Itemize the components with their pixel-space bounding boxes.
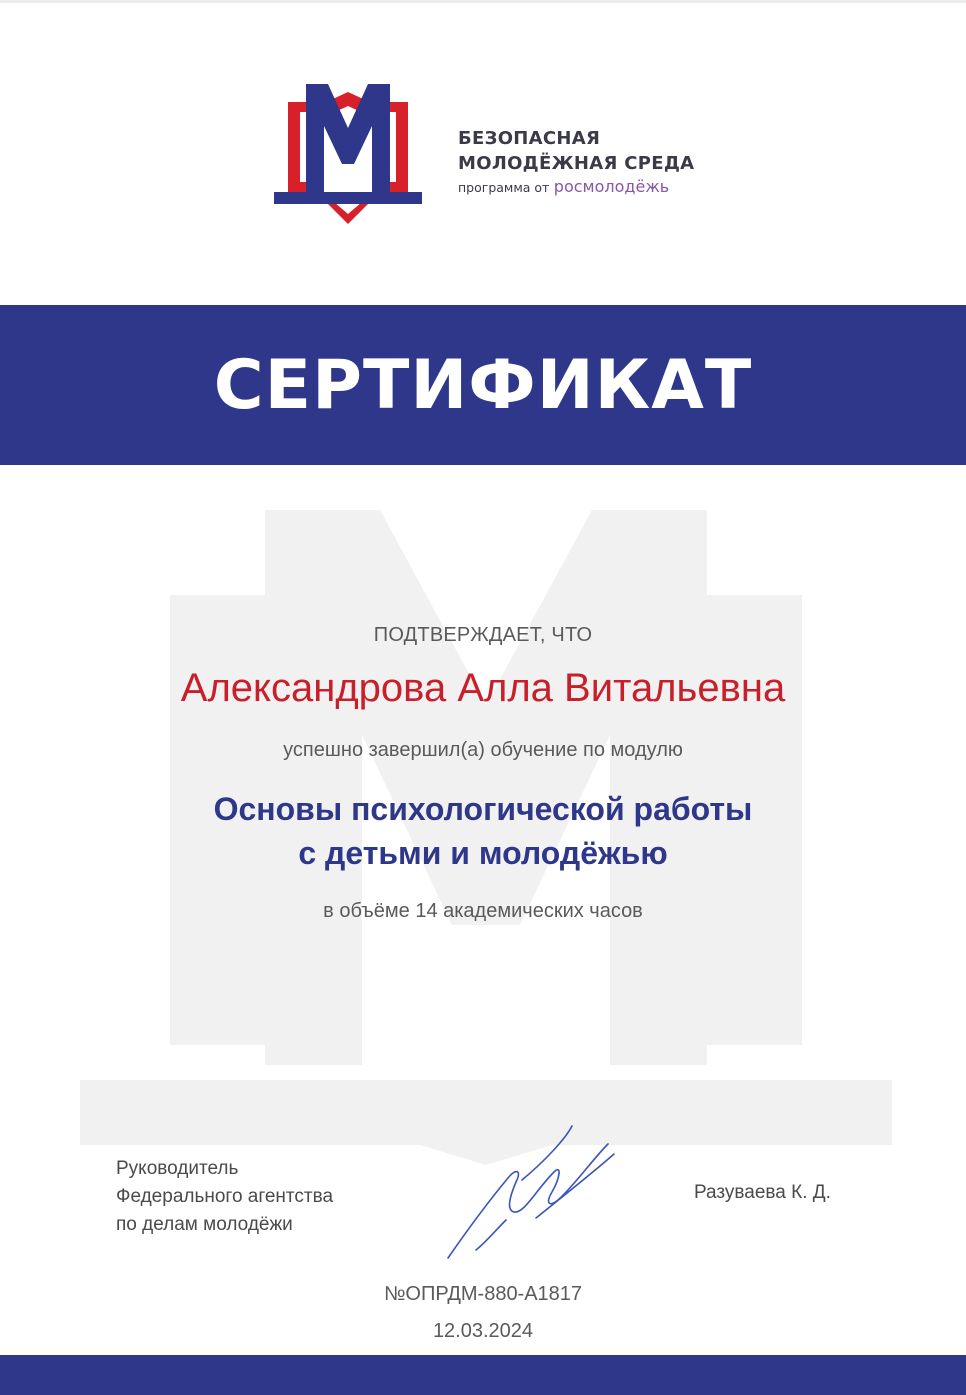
program-logo (270, 80, 730, 230)
shield-m-logo-icon (270, 80, 426, 228)
course-title (0, 787, 966, 875)
course-title-line2: с детьми и молодёжью (298, 835, 668, 871)
logo-brand-name: росмолодёжь (553, 177, 670, 196)
logo-title-line2: МОЛОДЁЖНАЯ СРЕДА (458, 153, 695, 174)
logo-text (458, 126, 694, 199)
title-banner (0, 305, 966, 465)
certificate-number: №ОПРДМ-880-А1817 (383, 1283, 583, 1305)
recipient-name: Александрова Алла Витальевна (180, 666, 786, 710)
signer-role-line1: Руководитель (116, 1158, 239, 1179)
top-edge-line (0, 0, 966, 3)
course-title-line1: Основы психологической работы (213, 791, 753, 827)
signer-role-line2: Федерального агентства (116, 1186, 334, 1207)
logo-title-line1: БЕЗОПАСНАЯ (458, 128, 601, 149)
handwritten-signature (436, 1120, 626, 1265)
certificate-date: 12.03.2024 (432, 1320, 534, 1342)
signer-role-line3: по делам молодёжи (116, 1214, 293, 1235)
completion-text: успешно завершил(а) обучение по модулю (283, 739, 683, 761)
signer-role (116, 1155, 333, 1239)
hours-text: в объёме 14 академических часов (323, 900, 643, 922)
certificate-title: СЕРТИФИКАТ (213, 345, 753, 425)
confirms-text: ПОДТВЕРЖДАЕТ, ЧТО (373, 624, 593, 646)
logo-program-line (458, 176, 694, 199)
logo-program-prefix: программа от (458, 180, 550, 195)
signer-name: Разуваева К. Д. (694, 1182, 831, 1203)
bottom-band (0, 1355, 966, 1395)
